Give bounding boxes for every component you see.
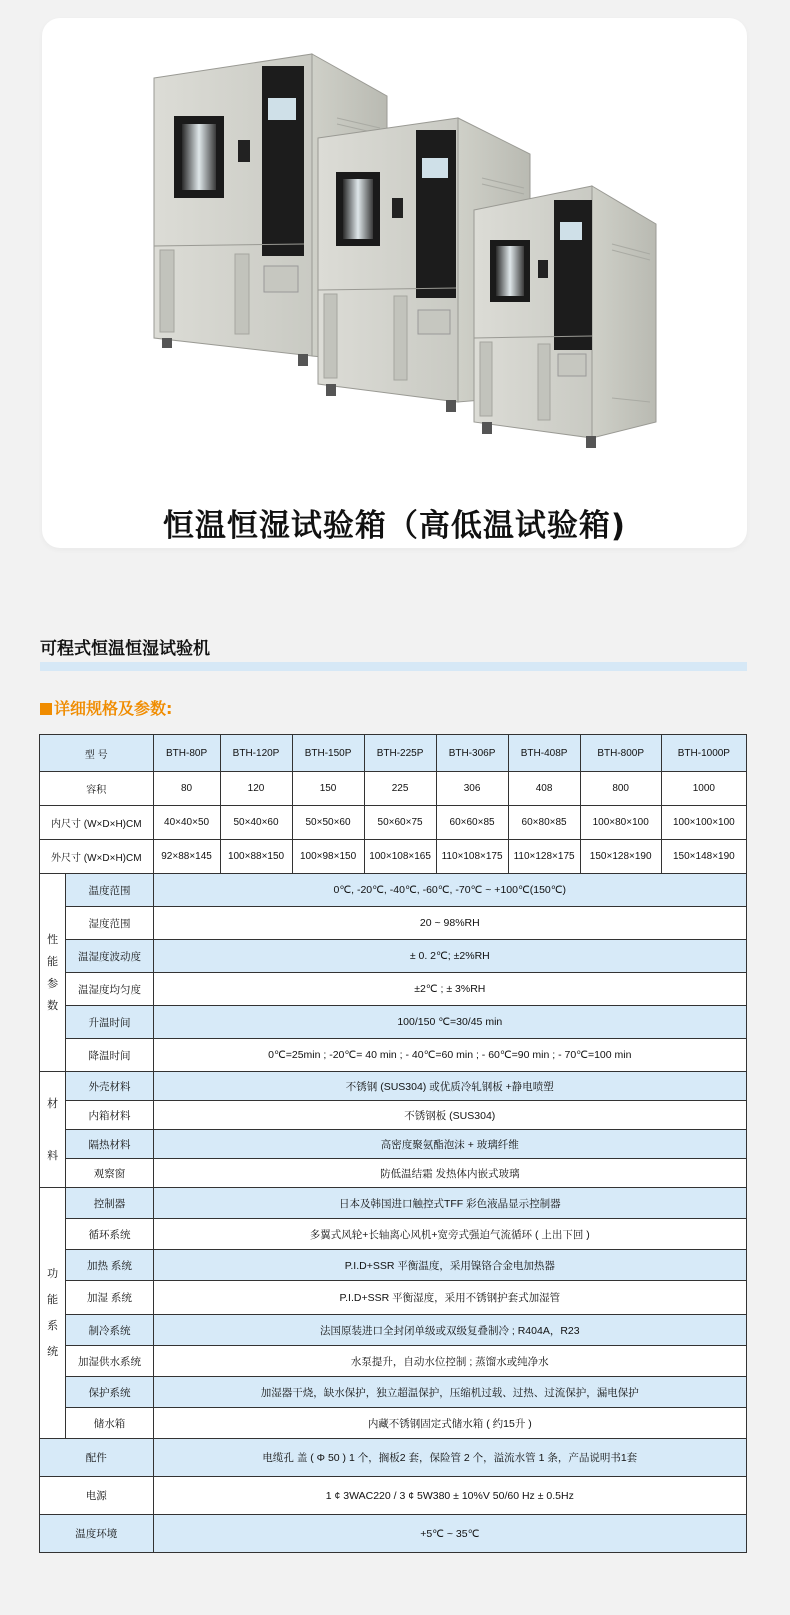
capacity-cell: 306	[436, 772, 508, 806]
row-outer-size	[40, 840, 747, 874]
row-value: 1 ¢ 3WAC220 / 3 ¢ 5W380 ± 10%V 50/60 Hz ± 0.5Hz	[153, 1477, 746, 1515]
row-label: 循环系统	[66, 1219, 153, 1250]
row-material	[40, 1072, 747, 1101]
row-value: ± 0. 2℃; ±2%RH	[153, 940, 746, 973]
row-performance	[40, 940, 747, 973]
row-label: 隔热材料	[66, 1130, 153, 1159]
model-cell: BTH-306P	[436, 735, 508, 772]
capacity-cell: 225	[364, 772, 436, 806]
capacity-cell: 800	[580, 772, 661, 806]
row-function	[40, 1281, 747, 1315]
row-function	[40, 1188, 747, 1219]
row-material	[40, 1159, 747, 1188]
row-value: 日本及韩国进口触控式TFF 彩色液晶显示控制器	[153, 1188, 746, 1219]
capacity-cell: 80	[153, 772, 220, 806]
subtitle-text: 详细规格及参数:	[54, 699, 173, 718]
row-value: 多翼式风轮+长轴离心风机+宽旁式强迫气流循环 ( 上出下回 )	[153, 1219, 746, 1250]
row-function	[40, 1315, 747, 1346]
row-model	[40, 735, 747, 772]
row-label: 内箱材料	[66, 1101, 153, 1130]
row-performance	[40, 907, 747, 940]
model-cell: BTH-408P	[508, 735, 580, 772]
row-performance	[40, 973, 747, 1006]
row-label: 温湿度波动度	[66, 940, 153, 973]
outer-size-cell: 110×108×175	[436, 840, 508, 874]
model-cell: BTH-120P	[220, 735, 292, 772]
inner-size-cell: 50×40×60	[220, 806, 292, 840]
row-value: 内藏不锈钢固定式储水箱 ( 约15升 )	[153, 1408, 746, 1439]
inner-size-cell: 100×100×100	[661, 806, 746, 840]
row-value: P.I.D+SSR 平衡湿度，采用不锈钢护套式加湿管	[153, 1281, 746, 1315]
row-label: 温度范围	[66, 874, 153, 907]
row-value: 20 ~ 98%RH	[153, 907, 746, 940]
row-performance	[40, 1006, 747, 1039]
hero-title: 恒温恒湿试验箱（高低温试验箱)	[162, 508, 627, 544]
row-value: 100/150 ℃=30/45 min	[153, 1006, 746, 1039]
row-value: 0℃, -20℃, -40℃, -60℃, -70℃ ~ +100℃(150℃)	[153, 874, 746, 907]
outer-size-cell: 150×128×190	[580, 840, 661, 874]
row-label: 加湿 系统	[66, 1281, 153, 1315]
inner-size-label: 内尺寸 (W×D×H)CM	[40, 806, 154, 840]
model-cell: BTH-225P	[364, 735, 436, 772]
group-function-label: 功能系统	[40, 1188, 66, 1439]
row-label: 配件	[40, 1439, 154, 1477]
row-function	[40, 1250, 747, 1281]
row-label: 外壳材料	[66, 1072, 153, 1101]
model-cell: BTH-1000P	[661, 735, 746, 772]
row-value: 法国原装进口全封闭单级或双级复叠制冷 ; R404A，R23	[153, 1315, 746, 1346]
group-material-label: 材料	[40, 1072, 66, 1188]
row-performance	[40, 1039, 747, 1072]
model-label: 型 号	[40, 735, 154, 772]
row-label: 温湿度均匀度	[66, 973, 153, 1006]
row-value: 水泵提升，自动水位控制 ; 蒸馏水或纯净水	[153, 1346, 746, 1377]
square-bullet-icon	[40, 703, 52, 715]
row-label: 制冷系统	[66, 1315, 153, 1346]
row-material	[40, 1130, 747, 1159]
row-function	[40, 1408, 747, 1439]
inner-size-cell: 50×50×60	[292, 806, 364, 840]
row-label: 加湿供水系统	[66, 1346, 153, 1377]
row-label: 湿度范围	[66, 907, 153, 940]
row-label: 电源	[40, 1477, 154, 1515]
row-label: 观察窗	[66, 1159, 153, 1188]
model-cell: BTH-800P	[580, 735, 661, 772]
row-label: 升温时间	[66, 1006, 153, 1039]
group-performance-label: 性能参数	[40, 874, 66, 1072]
outer-size-cell: 100×108×165	[364, 840, 436, 874]
chamber-small	[474, 186, 656, 448]
row-inner-size	[40, 806, 747, 840]
row-label: 保护系统	[66, 1377, 153, 1408]
section-title: 可程式恒温恒湿试验机	[40, 639, 210, 659]
spec-table	[39, 734, 747, 1553]
hero-card	[42, 18, 747, 548]
inner-size-cell: 50×60×75	[364, 806, 436, 840]
row-value: 不锈钢 (SUS304) 或优质冷轧钢板 +静电喷塑	[153, 1072, 746, 1101]
capacity-cell: 120	[220, 772, 292, 806]
capacity-cell: 1000	[661, 772, 746, 806]
row-value: 不锈钢板 (SUS304)	[153, 1101, 746, 1130]
row-function	[40, 1219, 747, 1250]
outer-size-cell: 100×98×150	[292, 840, 364, 874]
inner-size-cell: 60×60×85	[436, 806, 508, 840]
outer-size-cell: 150×148×190	[661, 840, 746, 874]
row-label: 储水箱	[66, 1408, 153, 1439]
row-material	[40, 1101, 747, 1130]
outer-size-label: 外尺寸 (W×D×H)CM	[40, 840, 154, 874]
row-value: 电缆孔 盖 ( Φ 50 ) 1 个，搁板2 套，保险管 2 个，溢流水管 1 条，产品说明书1套	[153, 1439, 746, 1477]
row-accessories	[40, 1439, 747, 1477]
capacity-cell: 150	[292, 772, 364, 806]
row-value: ±2℃ ; ± 3%RH	[153, 973, 746, 1006]
row-function	[40, 1346, 747, 1377]
row-value: +5℃ ~ 35℃	[153, 1515, 746, 1553]
section-divider	[40, 662, 747, 671]
inner-size-cell: 100×80×100	[580, 806, 661, 840]
outer-size-cell: 110×128×175	[508, 840, 580, 874]
row-label: 控制器	[66, 1188, 153, 1219]
row-capacity	[40, 772, 747, 806]
section-subtitle	[40, 696, 172, 719]
outer-size-cell: 92×88×145	[153, 840, 220, 874]
product-photo	[42, 18, 747, 488]
row-function	[40, 1377, 747, 1408]
row-power	[40, 1477, 747, 1515]
row-value: 加湿器干烧，缺水保护，独立超温保护，压缩机过载、过热、过流保护，漏电保护	[153, 1377, 746, 1408]
capacity-cell: 408	[508, 772, 580, 806]
row-label: 降温时间	[66, 1039, 153, 1072]
row-label: 加热 系统	[66, 1250, 153, 1281]
row-value: P.I.D+SSR 平衡温度，采用镍铬合金电加热器	[153, 1250, 746, 1281]
outer-size-cell: 100×88×150	[220, 840, 292, 874]
inner-size-cell: 40×40×50	[153, 806, 220, 840]
row-value: 高密度聚氨酯泡沫 + 玻璃纤维	[153, 1130, 746, 1159]
model-cell: BTH-80P	[153, 735, 220, 772]
row-ambient	[40, 1515, 747, 1553]
row-value: 防低温结霜 发热体内嵌式玻璃	[153, 1159, 746, 1188]
capacity-label: 容积	[40, 772, 154, 806]
model-cell: BTH-150P	[292, 735, 364, 772]
row-value: 0℃=25min ; -20℃= 40 min ; - 40℃=60 min ; - 60℃=90 min ; - 70℃=100 min	[153, 1039, 746, 1072]
row-performance	[40, 874, 747, 907]
row-label: 温度环境	[40, 1515, 154, 1553]
inner-size-cell: 60×80×85	[508, 806, 580, 840]
